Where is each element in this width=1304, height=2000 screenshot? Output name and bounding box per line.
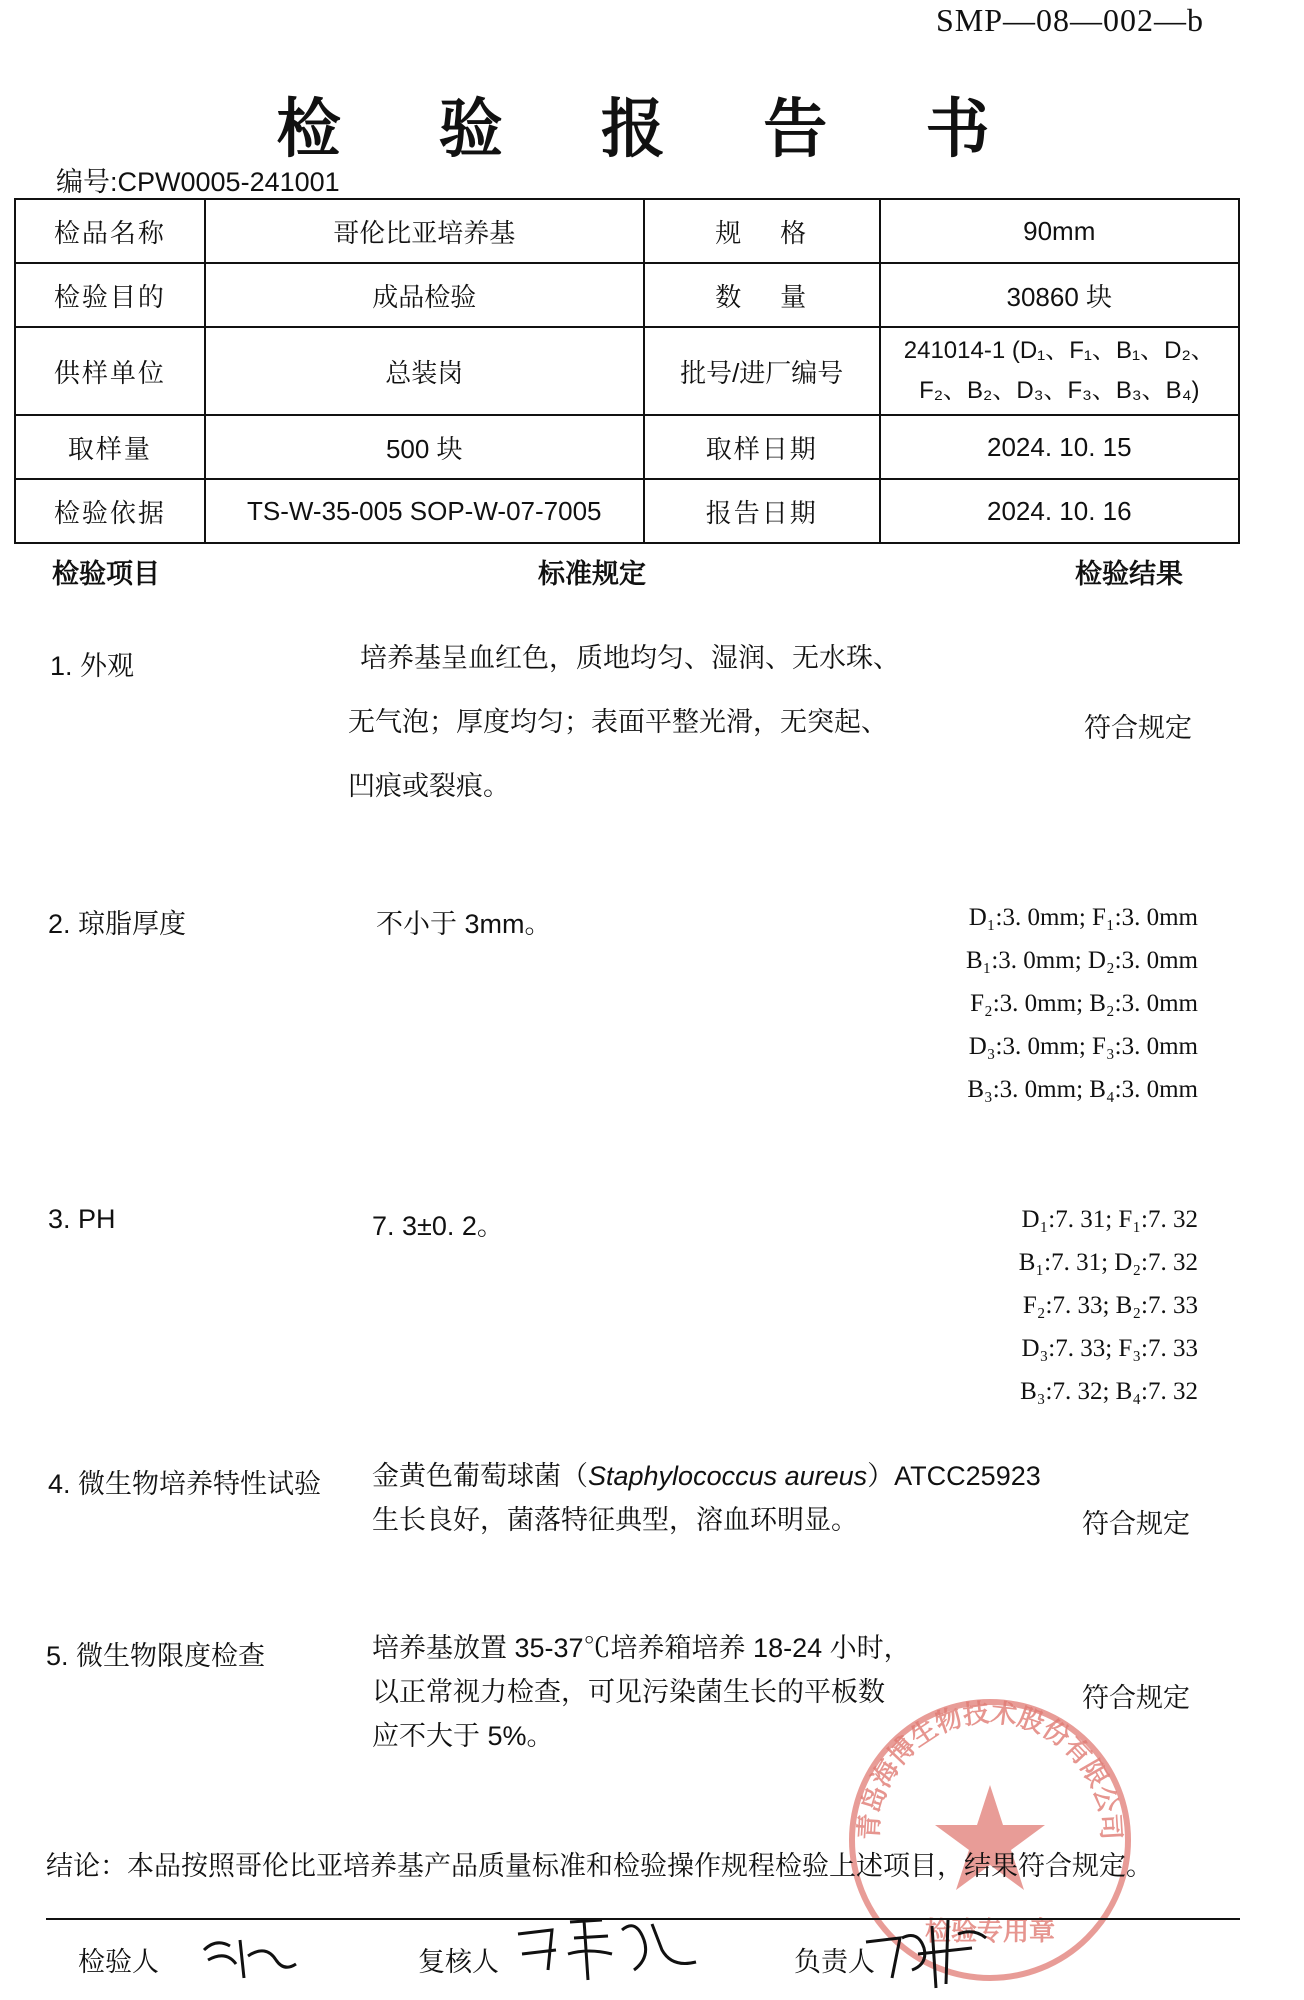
column-header-standard: 标准规定 — [538, 559, 646, 589]
result-line: D₃:7. 33; F₃:7. 33 — [1021, 1335, 1198, 1362]
inspector-label: 检验人 — [78, 1947, 159, 1977]
result-line: F₂:3. 0mm; B₂:3. 0mm — [970, 990, 1198, 1017]
inspector-signature — [196, 1920, 306, 1990]
label-report-date: 报告日期 — [644, 479, 880, 543]
std-line: 培养基放置 35-37℃培养箱培养 18-24 小时， — [372, 1633, 911, 1663]
result-line: B₃:3. 0mm; B₄:3. 0mm — [967, 1076, 1198, 1103]
table-row — [15, 479, 1239, 543]
item-thickness-standard: 不小于 3mm。 — [376, 909, 552, 939]
column-header-item: 检验项目 — [52, 559, 160, 589]
species-name: Staphylococcus aureus — [588, 1461, 868, 1491]
column-header-result: 检验结果 — [1075, 559, 1183, 589]
result-line: D₁:7. 31; F₁:7. 32 — [1021, 1206, 1198, 1233]
report-number-value: CPW0005-241001 — [117, 167, 340, 197]
std-line: 培养基呈血红色，质地均匀、湿润、无水珠、 — [360, 643, 900, 673]
page-title: 检 验 报 告 书 — [276, 92, 1028, 167]
value-sample-name: 哥伦比亚培养基 — [205, 199, 644, 263]
table-row — [15, 327, 1239, 415]
item-thickness-name: 2. 琼脂厚度 — [48, 909, 187, 939]
value-sample-amount: 500 块 — [205, 415, 644, 479]
label-spec: 规 格 — [644, 199, 880, 263]
value-quantity: 30860 块 — [880, 263, 1239, 327]
item-culture-standard — [372, 1454, 1041, 1542]
report-number-label: 编号: — [56, 167, 118, 197]
label-sample-name: 检品名称 — [15, 199, 205, 263]
value-sample-date: 2024. 10. 15 — [880, 415, 1239, 479]
value-purpose: 成品检验 — [205, 263, 644, 327]
item-ph-results — [838, 1198, 1198, 1413]
value-batch-line1: 241014-1 (D₁、F₁、B₁、D₂、 — [903, 337, 1215, 364]
label-basis: 检验依据 — [15, 479, 205, 543]
value-supplier: 总装岗 — [205, 327, 644, 415]
responsible-label: 负责人 — [794, 1947, 875, 1977]
label-purpose: 检验目的 — [15, 263, 205, 327]
value-batch-line2: F₂、B₂、D₃、F₃、B₃、B₄) — [919, 377, 1200, 404]
item-limit-name: 5. 微生物限度检查 — [46, 1641, 266, 1671]
result-line: B₁:7. 31; D₂:7. 32 — [1018, 1249, 1198, 1276]
value-basis: TS-W-35-005 SOP-W-07-7005 — [205, 479, 644, 543]
std-part: 金黄色葡萄球菌（ — [372, 1461, 588, 1491]
std-line: 无气泡；厚度均匀；表面平整光滑，无突起、 — [348, 707, 888, 737]
result-line: D₁:3. 0mm; F₁:3. 0mm — [968, 904, 1198, 931]
item-appearance-result: 符合规定 — [1084, 713, 1192, 743]
report-number — [56, 160, 340, 199]
item-ph-name: 3. PH — [48, 1204, 116, 1234]
std-part: ）ATCC25923 — [867, 1461, 1041, 1491]
reviewer-signature — [512, 1910, 702, 1990]
std-line: 生长良好，菌落特征典型，溶血环明显。 — [372, 1505, 858, 1535]
std-line: 凹痕或裂痕。 — [348, 771, 510, 801]
item-ph-standard: 7. 3±0. 2。 — [372, 1211, 504, 1241]
result-line: D₃:3. 0mm; F₃:3. 0mm — [968, 1033, 1198, 1060]
item-culture-name: 4. 微生物培养特性试验 — [48, 1469, 322, 1499]
item-appearance-name: 1. 外观 — [50, 651, 135, 681]
label-supplier: 供样单位 — [15, 327, 205, 415]
item-appearance-standard — [348, 626, 900, 818]
table-row — [15, 415, 1239, 479]
result-line: B₁:3. 0mm; D₂:3. 0mm — [965, 947, 1198, 974]
conclusion: 结论：本品按照哥伦比亚培养基产品质量标准和检验操作规程检验上述项目，结果符合规定。 — [46, 1851, 1153, 1881]
label-batch: 批号/进厂编号 — [644, 327, 880, 415]
label-sample-date: 取样日期 — [644, 415, 880, 479]
item-limit-result: 符合规定 — [1082, 1683, 1190, 1713]
std-line — [372, 1454, 1041, 1498]
table-row — [15, 263, 1239, 327]
stamp-subtext: 检验专用章 — [924, 1916, 1056, 1946]
value-batch — [880, 327, 1239, 415]
stamp-text: 青岛海博生物技术股份有限公司 — [853, 1697, 1127, 1841]
reviewer-label: 复核人 — [418, 1947, 499, 1977]
label-quantity: 数 量 — [644, 263, 880, 327]
value-report-date: 2024. 10. 16 — [880, 479, 1239, 543]
item-limit-standard — [372, 1626, 911, 1758]
table-row — [15, 199, 1239, 263]
result-line: B₃:7. 32; B₄:7. 32 — [1020, 1378, 1198, 1405]
std-line: 以正常视力检查，可见污染菌生长的平板数 — [372, 1677, 885, 1707]
std-line: 应不大于 5%。 — [372, 1721, 554, 1751]
responsible-signature — [862, 1908, 1002, 1998]
item-thickness-results — [838, 896, 1198, 1111]
label-sample-amount: 取样量 — [15, 415, 205, 479]
value-spec: 90mm — [880, 199, 1239, 263]
document-code: SMP—08—002—b — [935, 2, 1204, 38]
info-table — [14, 198, 1240, 544]
item-culture-result: 符合规定 — [1082, 1509, 1190, 1539]
result-line: F₂:7. 33; B₂:7. 33 — [1022, 1292, 1198, 1319]
